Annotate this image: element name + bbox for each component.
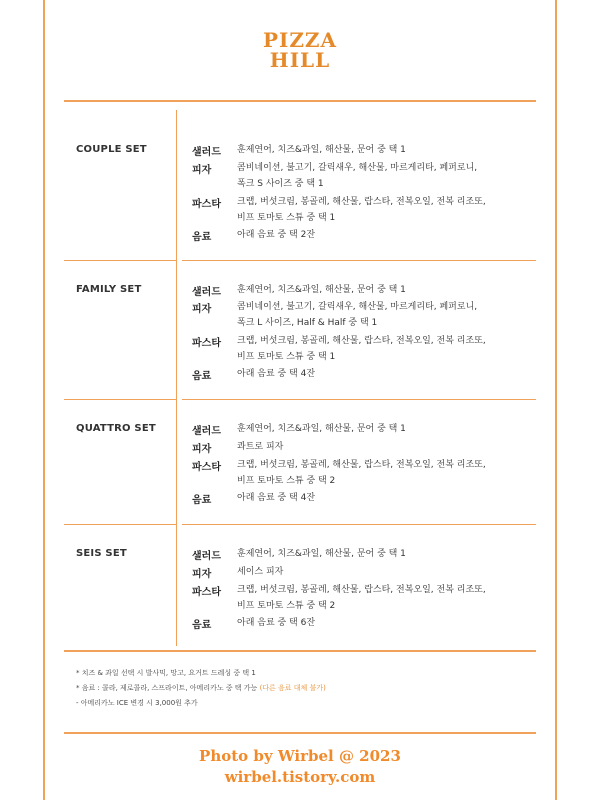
- row-value-salad: 훈제연어, 치즈&과일, 해산물, 문어 중 택 1: [237, 145, 406, 155]
- note-line: * 음료 : 콜라, 제로콜라, 스프라이트, 아메리카노 중 택 가능 (다른 음료 대체 불가): [76, 684, 326, 692]
- set-divider-right: [182, 399, 536, 400]
- note-highlight: (다른 음료 대체 불가): [259, 684, 326, 692]
- set-divider-right: [182, 524, 536, 525]
- row-label-salad: 샐러드: [192, 426, 221, 437]
- note-line: * 치즈 & 과일 선택 시 발사믹, 망고, 요거트 드레싱 중 택 1: [76, 669, 256, 677]
- row-value-drink: 아래 음료 중 택 4잔: [237, 493, 316, 503]
- row-value-pizza: 세이스 피자: [237, 567, 284, 577]
- row-value-salad: 훈제연어, 치즈&과일, 해산물, 문어 중 택 1: [237, 549, 406, 559]
- row-label-drink: 음료: [192, 620, 212, 631]
- set-divider-left: [64, 524, 176, 525]
- set-divider-right: [182, 260, 536, 261]
- row-value-salad: 훈제연어, 치즈&과일, 해산물, 문어 중 택 1: [237, 285, 406, 295]
- set-divider-left: [64, 399, 176, 400]
- footer-divider: [64, 732, 536, 734]
- note-line: - 아메리카노 ICE 변경 시 3,000원 추가: [76, 699, 198, 707]
- row-label-pasta: 파스타: [192, 338, 221, 349]
- row-label-salad: 샐러드: [192, 551, 221, 562]
- row-label-pizza: 피자: [192, 569, 212, 580]
- row-value-pizza: 콤비네이션, 불고기, 갈릭새우, 해산물, 마르게리타, 페퍼로니, 폭크 S 사이즈 중 택 1: [237, 163, 478, 189]
- logo-line-1: PIZZA: [262, 28, 338, 52]
- set-divider-left: [64, 260, 176, 261]
- pizza-hill-logo: [0, 30, 600, 70]
- frame-right-border: [555, 0, 557, 800]
- set-name: COUPLE SET: [76, 144, 147, 155]
- row-value-pizza: 콤비네이션, 불고기, 갈릭새우, 해산물, 마르게리타, 페퍼로니, 폭크 L 사이즈, Half & Half 중 택 1: [237, 302, 478, 328]
- frame-left-border: [43, 0, 45, 800]
- row-value-drink: 아래 음료 중 택 6잔: [237, 618, 316, 628]
- row-label-pasta: 파스타: [192, 587, 221, 598]
- top-divider: [64, 100, 536, 102]
- row-value-drink: 아래 음료 중 택 2잔: [237, 230, 316, 240]
- row-label-pizza: 피자: [192, 165, 212, 176]
- row-value-salad: 훈제연어, 치즈&과일, 해산물, 문어 중 택 1: [237, 424, 406, 434]
- footer-url: wirbel.tistory.com: [224, 768, 376, 786]
- logo-line-2: HILL: [269, 48, 331, 72]
- row-value-pizza: 콰트로 피자: [237, 442, 284, 452]
- row-label-salad: 샐러드: [192, 287, 221, 298]
- notes-divider: [64, 650, 536, 652]
- row-label-pizza: 피자: [192, 304, 212, 315]
- footer-credit: Photo by Wirbel @ 2023: [199, 747, 401, 765]
- menu-vertical-divider: [176, 110, 177, 646]
- row-value-drink: 아래 음료 중 택 4잔: [237, 369, 316, 379]
- row-label-pasta: 파스타: [192, 462, 221, 473]
- row-value-pasta: 크랩, 버섯크림, 봉골레, 해산물, 랍스타, 전복오일, 전복 리조또, 비프 토마토 스튜 중 택 2: [237, 585, 486, 611]
- row-value-pasta: 크랩, 버섯크림, 봉골레, 해산물, 랍스타, 전복오일, 전복 리조또, 비프 토마토 스튜 중 택 2: [237, 460, 486, 486]
- set-name: FAMILY SET: [76, 284, 142, 295]
- row-value-pasta: 크랩, 버섯크림, 봉골레, 해산물, 랍스타, 전복오일, 전복 리조또, 비프 토마토 스튜 중 택 1: [237, 197, 486, 223]
- row-label-drink: 음료: [192, 232, 212, 243]
- set-name: QUATTRO SET: [76, 423, 156, 434]
- row-label-drink: 음료: [192, 371, 212, 382]
- set-name: SEIS SET: [76, 548, 127, 559]
- row-label-pasta: 파스타: [192, 199, 221, 210]
- row-label-drink: 음료: [192, 495, 212, 506]
- row-label-salad: 샐러드: [192, 147, 221, 158]
- menu-notes: [76, 666, 326, 711]
- row-value-pasta: 크랩, 버섯크림, 봉골레, 해산물, 랍스타, 전복오일, 전복 리조또, 비프 토마토 스튜 중 택 1: [237, 336, 486, 362]
- row-label-pizza: 피자: [192, 444, 212, 455]
